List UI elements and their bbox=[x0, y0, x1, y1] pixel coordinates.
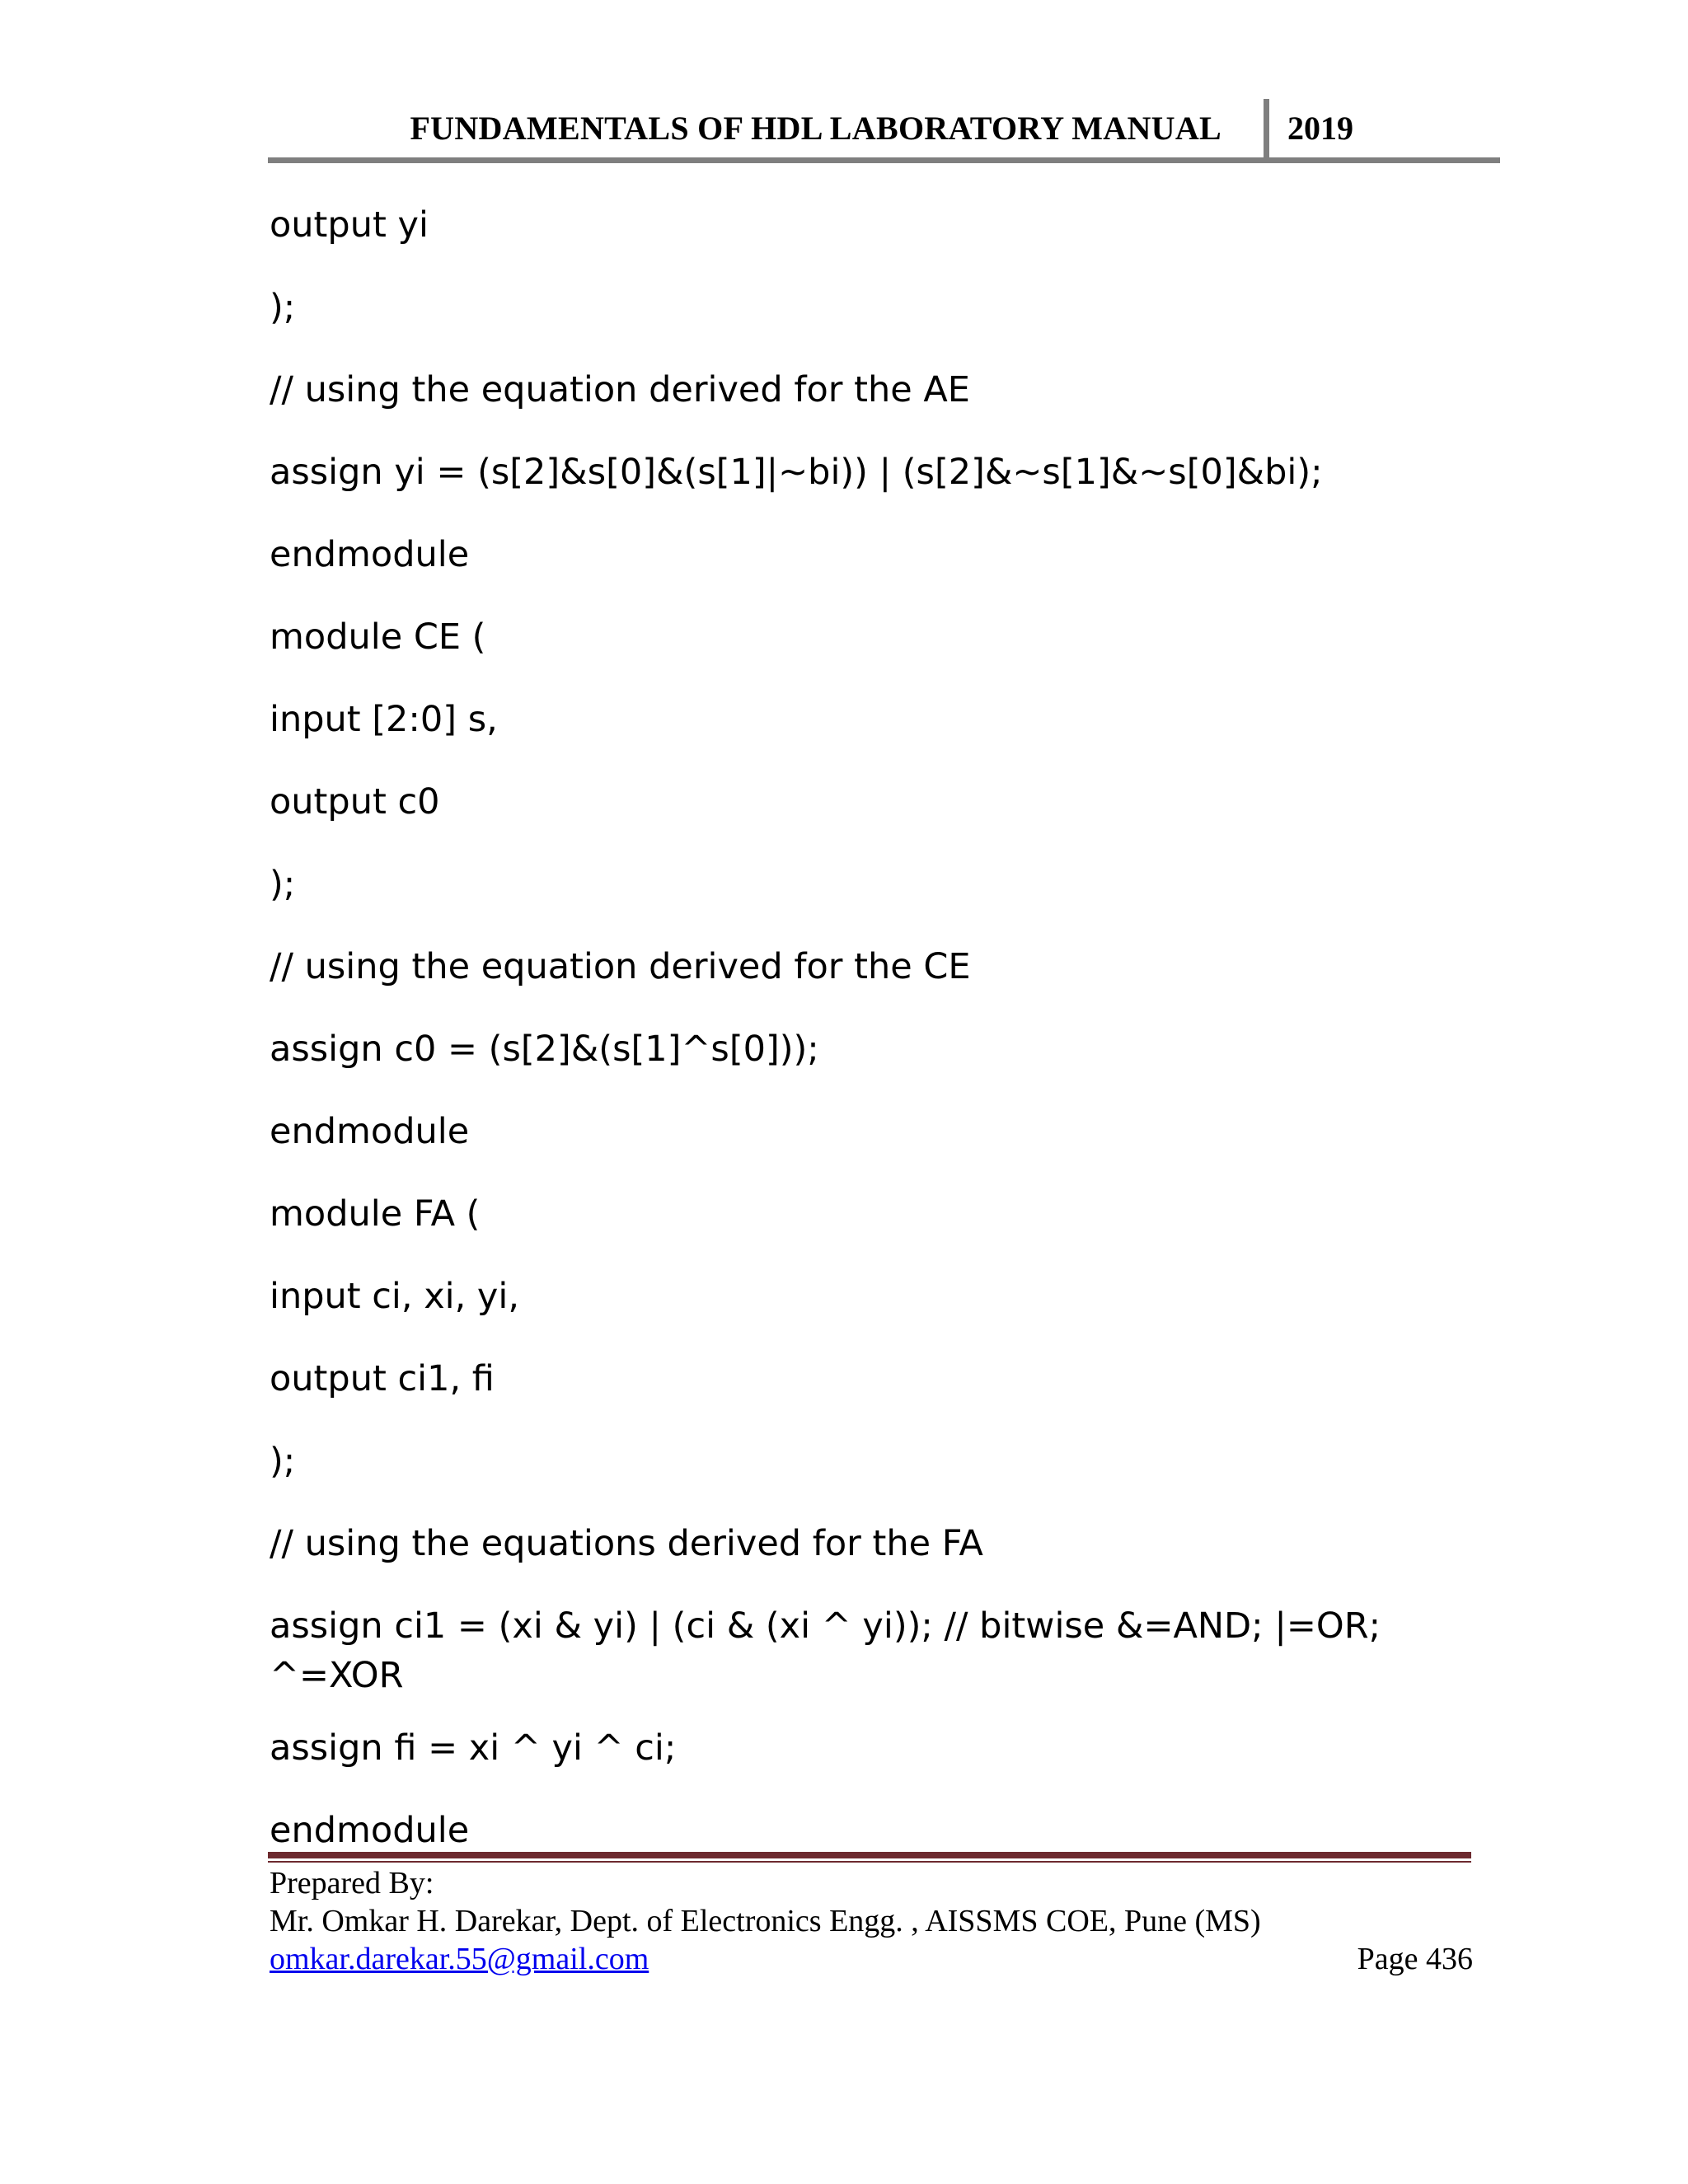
page-number: Page 436 bbox=[1357, 1942, 1473, 1976]
code-line: output yi bbox=[270, 204, 429, 246]
header-divider bbox=[1264, 99, 1269, 160]
author-email-link[interactable]: omkar.darekar.55@gmail.com bbox=[270, 1942, 649, 1976]
code-line: // using the equation derived for the AE bbox=[270, 369, 970, 410]
code-line: input ci, xi, yi, bbox=[270, 1276, 519, 1317]
code-line: endmodule bbox=[270, 534, 470, 575]
code-line: input [2:0] s, bbox=[270, 699, 498, 740]
code-line: endmodule bbox=[270, 1111, 470, 1152]
page-header bbox=[268, 97, 1500, 163]
footer-rule-thin bbox=[268, 1861, 1471, 1863]
code-line: assign yi = (s[2]&s[0]&(s[1]|~bi)) | (s[2]&~s[1]&~s[0]&bi); bbox=[270, 452, 1323, 493]
manual-title: FUNDAMENTALS OF HDL LABORATORY MANUAL bbox=[410, 110, 1221, 147]
code-line: assign fi = xi ^ yi ^ ci; bbox=[270, 1727, 677, 1769]
code-line: endmodule bbox=[270, 1810, 470, 1851]
code-line: ); bbox=[270, 864, 296, 905]
code-line: // using the equation derived for the CE bbox=[270, 946, 971, 987]
page-footer bbox=[270, 1864, 1473, 1978]
footer-rule bbox=[268, 1852, 1471, 1858]
code-line: module CE ( bbox=[270, 616, 486, 658]
code-line: // using the equations derived for the FA bbox=[270, 1523, 983, 1564]
header-rule bbox=[268, 157, 1500, 163]
code-line: output ci1, fi bbox=[270, 1358, 495, 1399]
code-line: assign ci1 = (xi & yi) | (ci & (xi ^ yi)); // bitwise &=AND; |=OR; ^=XOR bbox=[270, 1605, 1392, 1696]
header-year: 2019 bbox=[1287, 110, 1353, 147]
code-line: assign c0 = (s[2]&(s[1]^s[0])); bbox=[270, 1029, 819, 1070]
code-line: output c0 bbox=[270, 781, 440, 823]
author-line: Mr. Omkar H. Darekar, Dept. of Electronics Engg. , AISSMS COE, Pune (MS) bbox=[270, 1904, 1261, 1938]
code-line: module FA ( bbox=[270, 1193, 481, 1235]
prepared-by-label: Prepared By: bbox=[270, 1866, 434, 1900]
code-line: ); bbox=[270, 287, 296, 328]
code-line: ); bbox=[270, 1441, 296, 1482]
